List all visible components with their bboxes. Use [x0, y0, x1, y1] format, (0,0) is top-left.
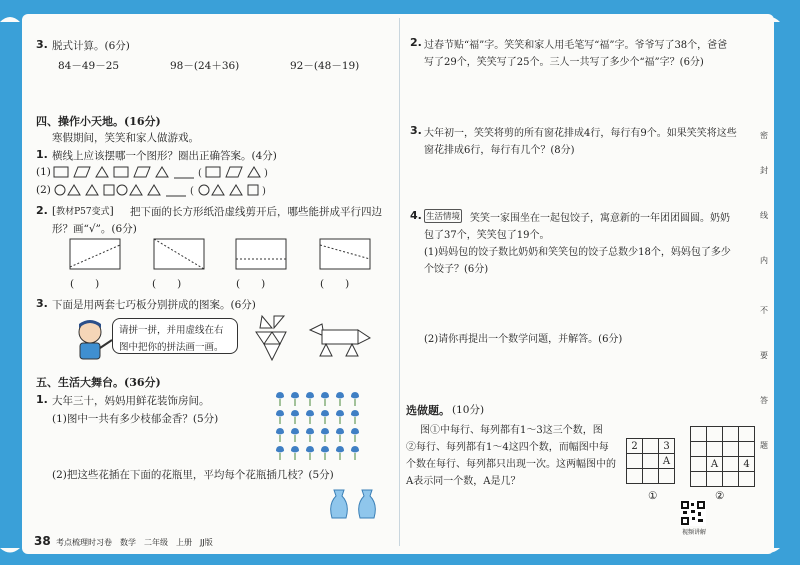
r-q2-line1: 过春节贴“福”字。笑笑和家人用毛笔写“福”字。爷爷写了38个，爸爸: [424, 40, 728, 51]
svg-text:(: (: [198, 168, 202, 179]
expr-1: 84－49－25: [58, 60, 120, 72]
shape-sequence-1: [52, 164, 302, 180]
tulip: [306, 392, 314, 406]
svg-text:(: (: [190, 186, 194, 197]
grid-1: [626, 438, 675, 484]
s5q1-part1: (1)图中一共有多少枝郁金香？(5分): [52, 413, 219, 425]
tangram-figure-2: [308, 322, 372, 358]
s4q1-row1-label: (1): [36, 166, 51, 178]
side-char: 密: [760, 131, 768, 140]
optional-line3: 个数在每行、每列都只出现一次。这两幅图中的: [406, 459, 616, 470]
tulip: [306, 410, 314, 424]
tulip: [291, 428, 299, 442]
tulip: [351, 392, 359, 406]
grid1-cell: [659, 469, 675, 484]
page-fold: [399, 18, 400, 546]
answer-paren-1[interactable]: ( ): [70, 278, 100, 290]
qr-code[interactable]: [680, 500, 706, 526]
tulip: [321, 392, 329, 406]
r-q2-number: 2.: [410, 36, 422, 49]
optional-line4: A表示同一个数，A是几？: [406, 476, 521, 487]
r-q3-line2: 窗花排成6行，每行有几个？(8分): [424, 145, 575, 156]
expr-2: 98－(24＋36): [170, 60, 240, 72]
answer-paren-3[interactable]: ( ): [236, 278, 266, 290]
grid2-cell: [723, 472, 739, 487]
s4q2-line2: 形？画“√”。(6分): [52, 223, 137, 235]
grid2-cell: [691, 442, 707, 457]
grid2-cell: [691, 427, 707, 442]
tulip: [276, 392, 284, 406]
side-char: 题: [760, 441, 768, 450]
grid1-cell: [627, 469, 643, 484]
svg-text:): ): [262, 186, 266, 197]
grid1-cell: A: [659, 454, 675, 469]
optional-title: 选做题。: [406, 404, 450, 417]
grid2-cell: [723, 442, 739, 457]
tulip: [291, 392, 299, 406]
r-q4-line3: (1)妈妈包的饺子数比奶奶和笑笑包的饺子总数少18个，妈妈包了多少: [424, 247, 731, 258]
r-q4-line4: 个饺子？(6分): [424, 264, 489, 275]
section-5-title: 五、生活大舞台。(36分): [36, 376, 161, 389]
optional-score: (10分): [452, 404, 485, 416]
grid2-cell: A: [707, 457, 723, 472]
bubble-line1: 请拼一拼，并用虚线在右: [119, 325, 224, 336]
boy-illustration: [68, 318, 118, 364]
grid1-cell: [643, 454, 659, 469]
grid1-cell: 2: [627, 439, 643, 454]
s4q3-number: 3.: [36, 297, 48, 310]
speech-bubble: [112, 318, 238, 354]
side-char: 线: [760, 211, 768, 220]
grid-1-label: ①: [648, 490, 658, 502]
grid2-cell: [739, 442, 755, 457]
grid2-cell: [739, 427, 755, 442]
q3-number: 3.: [36, 38, 48, 51]
tulip: [321, 410, 329, 424]
tulip: [276, 446, 284, 460]
tulip: [321, 428, 329, 442]
grid1-cell: [643, 469, 659, 484]
tulip: [336, 392, 344, 406]
grid2-cell: [707, 472, 723, 487]
tulip: [276, 410, 284, 424]
page-number: 38: [34, 534, 51, 548]
grid2-cell: [691, 472, 707, 487]
s4q2-tag-wrap: [教材P57变式]: [52, 205, 114, 217]
tulip: [336, 428, 344, 442]
tulip: [351, 410, 359, 424]
side-char: 内: [760, 256, 768, 265]
right-blue-margin: [774, 0, 800, 565]
grid2-cell: [739, 472, 755, 487]
tulip: [291, 446, 299, 460]
r-q3-number: 3.: [410, 124, 422, 137]
side-char: 答: [760, 396, 768, 405]
grid-2-label: ②: [715, 490, 725, 502]
section-4-title: 四、操作小天地。(16分): [36, 115, 161, 128]
side-char: 封: [760, 166, 768, 175]
r-q2-line2: 写了29个，笑笑写了25个。三人一共写了多少个“福”字？(6分): [424, 57, 704, 68]
grid-2: [690, 426, 755, 487]
tulip: [351, 446, 359, 460]
grid2-cell: [723, 457, 739, 472]
s4q1-number: 1.: [36, 148, 48, 161]
answer-paren-4[interactable]: ( ): [320, 278, 350, 290]
grid1-cell: [643, 439, 659, 454]
tangram-figure-1: [250, 314, 294, 364]
answer-paren-2[interactable]: ( ): [152, 278, 182, 290]
section-4-intro: 寒假期间，笑笑和家人做游戏。: [52, 132, 199, 144]
r-q4-tag: 生活情境: [424, 209, 462, 223]
optional-line2: ②每行、每列都有1～4这四个数，而幅图中每: [406, 442, 609, 453]
grid1-cell: 3: [659, 439, 675, 454]
s4q3-text: 下面是用两套七巧板分别拼成的图案。(6分): [52, 299, 256, 311]
qr-caption: 视频讲解: [682, 529, 707, 536]
bubble-line2: 图中把你的拼法画一画。: [119, 342, 224, 353]
side-char: 不: [760, 306, 768, 315]
r-q4-line1: 笑笑一家围坐在一起包饺子，寓意新的一年团团圆圆。奶奶: [470, 213, 730, 224]
grid2-cell: [707, 442, 723, 457]
r-q3-line1: 大年初一，笑笑将剪的所有窗花排成4行，每行有9个。如果笑笑将这些: [424, 128, 737, 139]
s5q1-number: 1.: [36, 393, 48, 406]
tulip: [321, 446, 329, 460]
footer-text: 考点梳理时习卷 数学 二年级 上册 JJ版: [56, 538, 213, 547]
expr-3: 92－(48－19): [290, 60, 360, 72]
tulip: [276, 428, 284, 442]
s4q2-number: 2.: [36, 204, 48, 217]
optional-line1: 图①中每行、每列都有1～3这三个数，图: [420, 425, 603, 436]
q3-title: 脱式计算。(6分): [52, 40, 130, 52]
tulip: [351, 428, 359, 442]
r-q4-line5: (2)请你再提出一个数学问题，并解答。(6分): [424, 334, 623, 345]
tulip: [306, 446, 314, 460]
r-q4-line2: 包了37个，笑笑包了19个。: [424, 230, 550, 241]
shape-sequence-2: [52, 182, 302, 198]
tulip: [336, 410, 344, 424]
s5q1-part2: (2)把这些花插在下面的花瓶里，平均每个花瓶插几枝？(5分): [52, 469, 334, 481]
tulip-grid: [272, 390, 368, 464]
s5q1-text: 大年三十，妈妈用鲜花装饰房间。: [52, 395, 210, 407]
grid2-cell: [723, 427, 739, 442]
side-char: 要: [760, 351, 768, 360]
s4q2-line1: 把下面的长方形纸沿虚线剪开后，哪些能拼成平行四边: [130, 206, 382, 218]
s4q2-tag: 教材P57变式: [56, 207, 110, 217]
s4q1-row2-label: (2): [36, 184, 51, 196]
tulip: [336, 446, 344, 460]
grid1-cell: [627, 454, 643, 469]
left-blue-margin: [0, 0, 22, 565]
rectangles-to-cut: [68, 237, 378, 271]
grid2-cell: [707, 427, 723, 442]
tulip: [291, 410, 299, 424]
r-q4-number: 4.: [410, 209, 422, 222]
grid2-cell: 4: [739, 457, 755, 472]
vases: [326, 488, 382, 522]
s4q1-text: 横线上应该摆哪一个图形？圈出正确答案。(4分): [52, 150, 277, 162]
grid2-cell: [691, 457, 707, 472]
tulip: [306, 428, 314, 442]
svg-text:): ): [264, 168, 268, 179]
